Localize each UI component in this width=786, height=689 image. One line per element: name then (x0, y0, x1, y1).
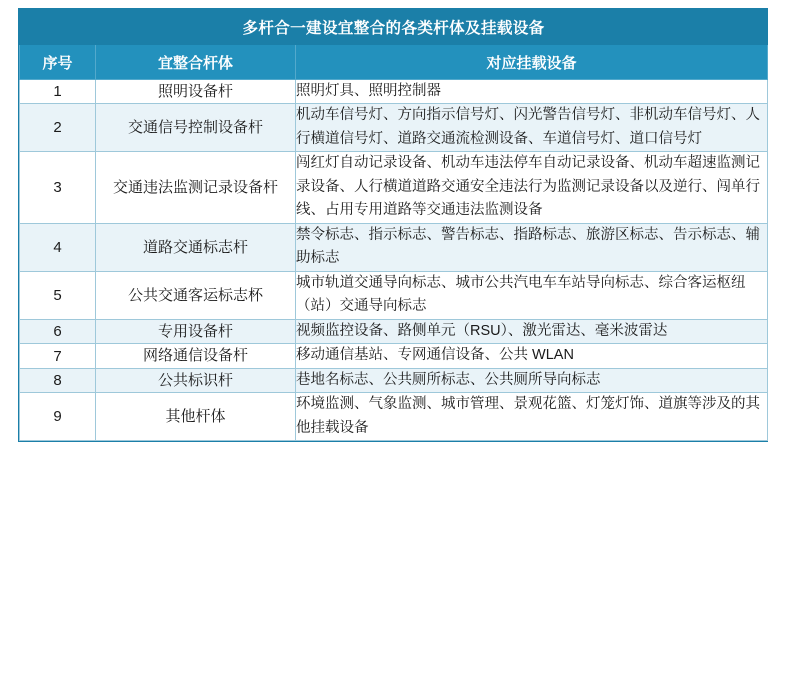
table-row (20, 271, 768, 319)
row-no: 9 (20, 393, 96, 441)
table-row (20, 319, 768, 343)
row-pole: 网络通信设备杆 (96, 344, 296, 368)
row-no: 1 (20, 80, 96, 104)
row-no: 8 (20, 368, 96, 392)
row-pole: 道路交通标志杆 (96, 223, 296, 271)
row-pole: 其他杆体 (96, 393, 296, 441)
column-header-pole: 宜整合杆体 (96, 45, 296, 80)
row-no: 6 (20, 319, 96, 343)
row-pole: 交通违法监测记录设备杆 (96, 152, 296, 223)
row-devices: 禁令标志、指示标志、警告标志、指路标志、旅游区标志、告示标志、辅助标志 (296, 223, 768, 271)
table-title-row (20, 10, 768, 45)
row-pole: 专用设备杆 (96, 319, 296, 343)
row-no: 5 (20, 271, 96, 319)
row-pole: 公共标识杆 (96, 368, 296, 392)
table-row (20, 393, 768, 441)
pole-integration-table-container (18, 8, 768, 442)
row-no: 3 (20, 152, 96, 223)
table-row (20, 223, 768, 271)
row-devices: 照明灯具、照明控制器 (296, 80, 768, 104)
table-row (20, 344, 768, 368)
row-devices: 巷地名标志、公共厕所标志、公共厕所导向标志 (296, 368, 768, 392)
row-devices: 闯红灯自动记录设备、机动车违法停车自动记录设备、机动车超速监测记录设备、人行横道道路交通安全违法行为监测记录设备以及逆行、闯单行线、占用专用道路等交通违法监测设备 (296, 152, 768, 223)
table-row (20, 368, 768, 392)
table-row (20, 104, 768, 152)
table-row (20, 80, 768, 104)
row-devices: 视频监控设备、路侧单元（RSU）、激光雷达、毫米波雷达 (296, 319, 768, 343)
row-no: 2 (20, 104, 96, 152)
column-header-no: 序号 (20, 45, 96, 80)
row-devices: 机动车信号灯、方向指示信号灯、闪光警告信号灯、非机动车信号灯、人行横道信号灯、道路交通流检测设备、车道信号灯、道口信号灯 (296, 104, 768, 152)
pole-integration-table (19, 9, 768, 441)
table-title: 多杆合一建设宜整合的各类杆体及挂载设备 (20, 10, 768, 45)
row-pole: 公共交通客运标志杯 (96, 271, 296, 319)
row-devices: 移动通信基站、专网通信设备、公共 WLAN (296, 344, 768, 368)
row-devices: 环境监测、气象监测、城市管理、景观花篮、灯笼灯饰、道旗等涉及的其他挂载设备 (296, 393, 768, 441)
row-pole: 交通信号控制设备杆 (96, 104, 296, 152)
column-header-devices: 对应挂载设备 (296, 45, 768, 80)
row-pole: 照明设备杆 (96, 80, 296, 104)
row-devices: 城市轨道交通导向标志、城市公共汽电车车站导向标志、综合客运枢纽（站）交通导向标志 (296, 271, 768, 319)
row-no: 4 (20, 223, 96, 271)
table-header-row (20, 45, 768, 80)
row-no: 7 (20, 344, 96, 368)
table-row (20, 152, 768, 223)
